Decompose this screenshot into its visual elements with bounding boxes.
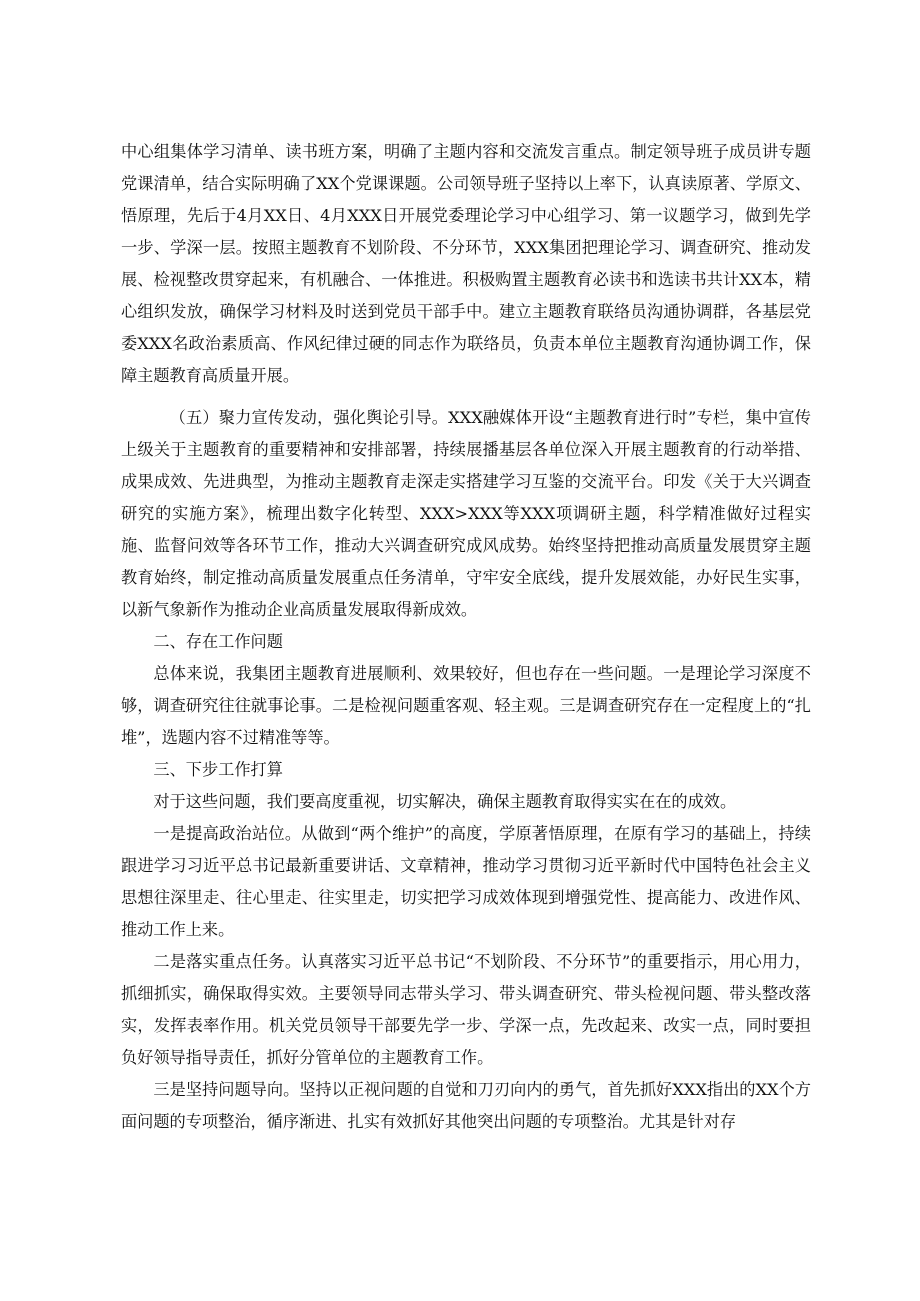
paragraph-problem-oriented: 三是坚持问题导向。坚持以正视问题的自觉和刀刃向内的勇气，首先抓好XXX指出的XX个方面问题的专项整治，循序渐进、扎实有效抓好其他突出问题的专项整治。尤其是针对存 [121, 1080, 811, 1131]
section-heading-next-steps: 三、下步工作打算 [153, 760, 283, 779]
paragraph-political-stance: 一是提高政治站位。从做到“两个维护”的高度，学原著悟原理，在原有学习的基础上，持续跟进学习习近平总书记最新重要讲话、文章精神，推动学习贯彻习近平新时代中国特色社会主义思想往深里走、往心里走、往实里走，切实把学习成效体现到增强党性、提高能力、改进作风、推动工作上来。 [121, 824, 811, 939]
paragraph-section-five: （五）聚力宣传发动，强化舆论引导。XXX融媒体开设“主题教育进行时”专栏，集中宣传上级关于主题教育的重要精神和安排部署，持续展播基层各单位深入开展主题教育的行动举措、成果成效、先进典型，为推动主题教育走深走实搭建学习互鉴的交流平台。印发《关于大兴调查研究的实施方案》，梳理出数字化转型、XXX>XXX等XXX项调研主题，科学精准做好过程实施、监督问效等各环节工作，推动大兴调查研究成风成势。始终坚持把推动高质量发展贯穿主题教育始终，制定推动高质量发展重点任务清单，守牢安全底线，提升发展效能，办好民生实事，以新气象新作为推动企业高质量发展取得新成效。 [121, 408, 811, 619]
paragraph-continued: 中心组集体学习清单、读书班方案，明确了主题内容和交流发言重点。制定领导班子成员讲专题党课清单，结合实际明确了XX个党课课题。公司领导班子坚持以上率下，认真读原著、学原文、悟原理，先后于4月XX日、4月XXX日开展党委理论学习中心组学习、第一议题学习，做到先学一步、学深一层。按照主题教育不划阶段、不分环节，XXX集团把理论学习、调查研究、推动发展、检视整改贯穿起来，有机融合、一体推进。积极购置主题教育必读书和选读书共计XX本，精心组织发放，确保学习材料及时送到党员干部手中。建立主题教育联络员沟通协调群，各基层党委XXX名政治素质高、作风纪律过硬的同志作为联络员，负责本单位主题教育沟通协调工作，保障主题教育高质量开展。 [121, 142, 811, 385]
section-heading-problems: 二、存在工作问题 [153, 632, 283, 651]
paragraph-key-tasks: 二是落实重点任务。认真落实习近平总书记“不划阶段、不分环节”的重要指示，用心用力，抓细抓实，确保取得实效。主要领导同志带头学习、带头调查研究、带头检视问题、带头整改落实，发挥表率作用。机关党员领导干部要先学一步、学深一点，先改起来、改实一点，同时要担负好领导指导责任，抓好分管单位的主题教育工作。 [121, 952, 811, 1067]
paragraph-next-steps-intro: 对于这些问题，我们要高度重视，切实解决，确保主题教育取得实实在在的成效。 [153, 792, 737, 811]
paragraph-problems: 总体来说，我集团主题教育进展顺利、效果较好，但也存在一些问题。一是理论学习深度不够，调查研究往往就事论事。二是检视问题重客观、轻主观。三是调查研究存在一定程度上的“扎堆”，选题内容不过精准等等。 [121, 664, 811, 747]
document-body [121, 136, 811, 1138]
